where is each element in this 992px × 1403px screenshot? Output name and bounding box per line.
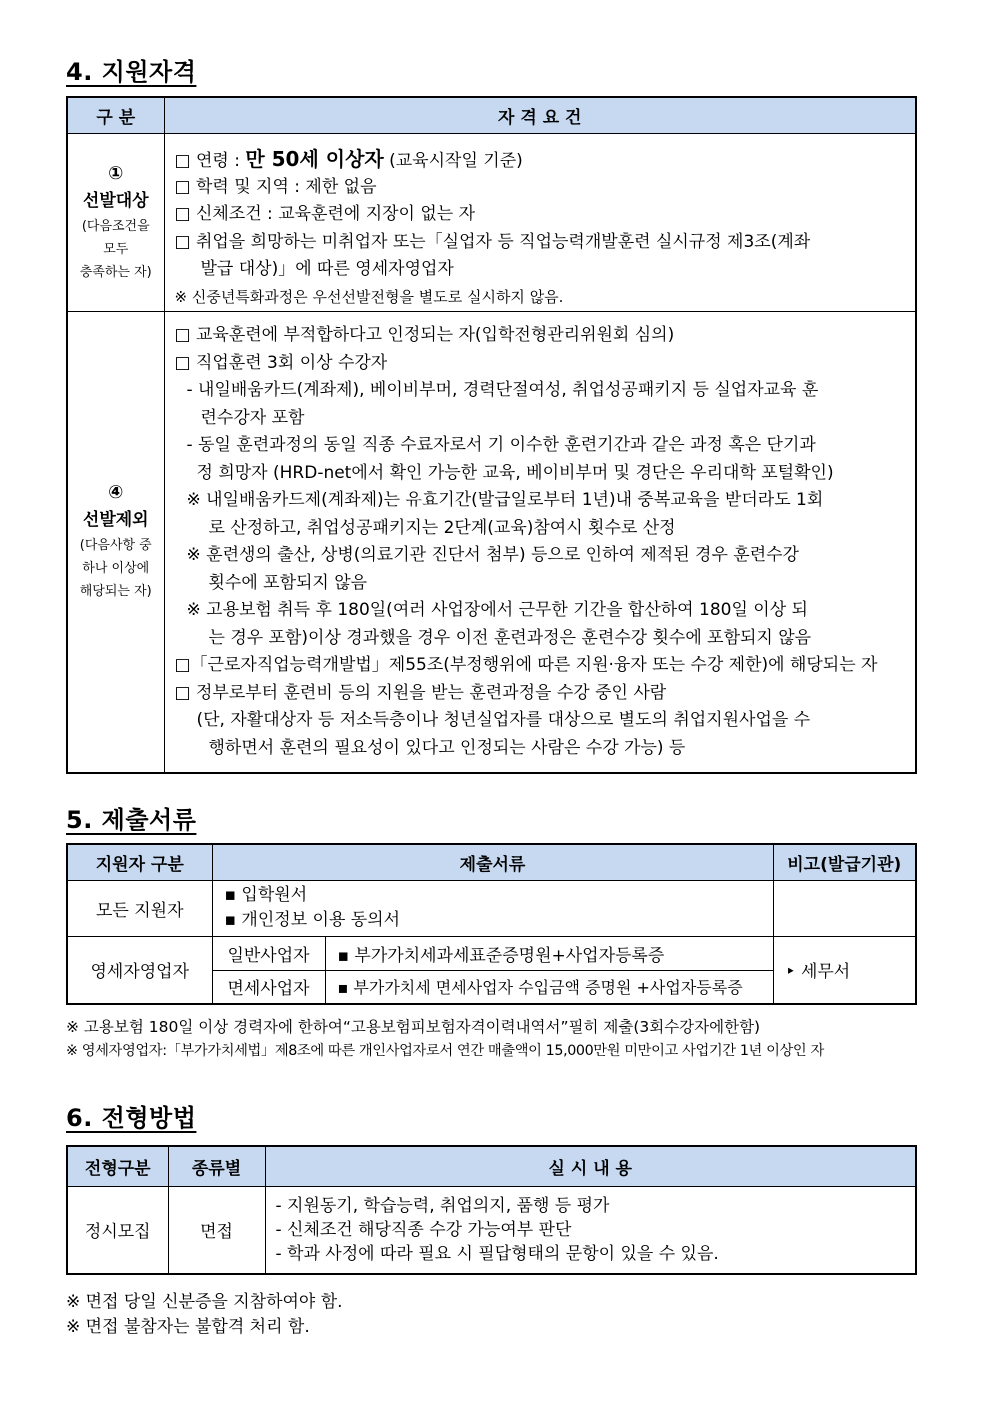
row-all-applicants	[67, 880, 916, 936]
section-5-title: 5. 제출서류	[66, 806, 197, 834]
age-requirement	[175, 144, 916, 174]
detail-item: - 신체조건 해당직종 수강 가능여부 판단	[275, 1219, 572, 1240]
selection-exclusion-note-3: 해당되는 자)	[79, 584, 152, 600]
all-applicants-label: 모든 지원자	[67, 880, 212, 936]
qualification-header-row	[67, 97, 916, 133]
row-selection-exclusion	[67, 312, 916, 773]
selection-exclusion-cell	[67, 312, 164, 773]
excl-line: □ 교육훈련에 부적합하다고 인정되는 자(입학전형관리위원회 심의)	[174, 325, 675, 345]
all-applicants-remark	[773, 880, 916, 936]
general-business-type: 일반사업자	[212, 936, 325, 970]
tax-office-remark: ‣ 세무서	[773, 936, 916, 1004]
header-requirements: 자 격 요 건	[164, 97, 916, 133]
age-suffix: (교육시작일 기준)	[383, 150, 523, 171]
detail-item: - 학과 사정에 따라 필요 시 필답형태의 문항이 있을 수 있음.	[275, 1243, 719, 1264]
documents-note-1: ※ 고용보험 180일 이상 경력자에 한하여“고용보험피보험자격이력내역서”필히 제출(3회수강자에한함)	[66, 1018, 761, 1036]
screening-note-1: ※ 면접 당일 신분증을 지참하여야 함.	[66, 1292, 343, 1312]
excl-line: □ 직업훈련 3회 이상 수강자	[174, 352, 388, 373]
interview-label: 면접	[168, 1186, 265, 1274]
excl-line: - 내일배움카드(계좌제), 베이비부머, 경력단절여성, 취업성공패키지 등 실업자교육 훈	[186, 380, 819, 400]
detail-item: - 지원동기, 학습능력, 취업의지, 품행 등 평가	[275, 1195, 610, 1216]
screening-details	[265, 1186, 916, 1274]
screening-table	[66, 1145, 917, 1275]
exempt-business-type: 면세사업자	[212, 970, 325, 1004]
documents-table	[66, 843, 917, 1005]
section-6-title: 6. 전형방법	[66, 1104, 197, 1132]
selection-exclusion-requirements	[164, 312, 916, 773]
req-line: □ 취업을 희망하는 미취업자 또는「실업자 등 직업능력개발훈련 실시규정 제3조(계좌	[174, 231, 811, 252]
circle-number-4: ④	[108, 482, 124, 504]
selection-target-note-3: 충족하는 자)	[79, 264, 152, 280]
excl-line: (단, 자활대상자 등 저소득층이나 청년실업자를 대상으로 별도의 취업지원사업을 수	[196, 710, 811, 730]
general-business-doc: ▪ 부가가치세과세표준증명원+사업자등록증	[325, 936, 773, 970]
qualification-table	[66, 96, 917, 774]
row-general-business	[67, 936, 916, 970]
header-screening-type: 전형구분	[67, 1146, 168, 1186]
row-selection-target	[67, 133, 916, 312]
header-category: 구 분	[67, 97, 164, 133]
excl-line: □ 정부로부터 훈련비 등의 지원을 받는 훈련과정을 수강 중인 사람	[174, 682, 667, 703]
selection-exclusion-label: 선발제외	[82, 510, 149, 531]
req-line: □ 학력 및 지역 : 제한 없음	[174, 176, 377, 197]
doc-item: ▪ 개인정보 이용 동의서	[224, 910, 401, 930]
excl-line: 련수강자 포함	[200, 407, 305, 428]
selection-exclusion-note-1: (다음사항 중	[79, 538, 152, 554]
selection-target-label: 선발대상	[82, 190, 149, 211]
excl-line: 횟수에 포함되지 않음	[208, 572, 368, 593]
exempt-business-doc: ▪ 부가가치세 면세사업자 수입금액 증명원 +사업자등록증	[325, 970, 773, 1004]
documents-note-2: ※ 영세자영업자:「부가가치세법」제8조에 따른 개인사업자로서 연간 매출액이 15,000만원 미만이고 사업기간 1년 이상인 자	[66, 1043, 824, 1059]
self-employed-label: 영세자영업자	[67, 936, 212, 1004]
excl-line: 로 산정하고, 취업성공패키지는 2단계(교육)참여시 횟수로 산정	[208, 517, 676, 538]
excl-line: 행하면서 훈련의 필요성이 있다고 인정되는 사람은 수강 가능) 등	[208, 737, 686, 758]
excl-line: - 동일 훈련과정의 동일 직종 수료자로서 기 이수한 훈련기간과 같은 과정 혹은 단기과	[186, 435, 816, 455]
header-documents: 제출서류	[212, 844, 773, 880]
excl-line: ※ 내일배움카드제(계좌제)는 유효기간(발급일로부터 1년)내 중복교육을 받더라도 1회	[186, 490, 824, 510]
age-strong: 만 50세 이상자	[245, 146, 384, 171]
row-regular-recruitment	[67, 1186, 916, 1274]
all-applicants-docs	[212, 880, 773, 936]
circle-number-1: ①	[108, 162, 124, 184]
selection-target-note-2: 모두	[103, 241, 129, 257]
header-details: 실 시 내 용	[265, 1146, 916, 1186]
req-footnote: ※ 신중년특화과정은 우선선발전형을 별도로 실시하지 않음.	[174, 287, 564, 306]
header-remarks: 비고(발급기관)	[773, 844, 916, 880]
regular-recruitment-label: 정시모집	[67, 1186, 168, 1274]
excl-line: ※ 고용보험 취득 후 180일(여러 사업장에서 근무한 기간을 합산하여 180일 이상 되	[186, 600, 808, 620]
excl-line: 정 희망자 (HRD-net에서 확인 가능한 교육, 베이비부머 및 경단은 우리대학 포털확인)	[196, 462, 834, 483]
req-line: □ 신체조건 : 교육훈련에 지장이 없는 자	[174, 204, 476, 224]
documents-header-row	[67, 844, 916, 880]
excl-line: ※ 훈련생의 출산, 상병(의료기관 진단서 첨부) 등으로 인하여 제적된 경우 훈련수강	[186, 545, 799, 565]
screening-note-2: ※ 면접 불참자는 불합격 처리 함.	[66, 1317, 310, 1337]
age-prefix: □ 연령 :	[174, 150, 246, 171]
req-line: 발급 대상)」에 따른 영세자영업자	[200, 259, 454, 279]
selection-target-requirements	[164, 133, 916, 312]
selection-target-cell	[67, 133, 164, 312]
header-applicant-type: 지원자 구분	[67, 844, 212, 880]
excl-line: 는 경우 포함)이상 경과했을 경우 이전 훈련과정은 훈련수강 횟수에 포함되지 않음	[208, 627, 812, 648]
selection-exclusion-note-2: 하나 이상에	[82, 561, 150, 577]
section-4-title: 4. 지원자격	[66, 58, 197, 86]
header-kind: 종류별	[168, 1146, 265, 1186]
excl-line: □「근로자직업능력개발법」제55조(부정행위에 따른 지원·융자 또는 수강 제한)에 해당되는 자	[174, 655, 878, 675]
screening-header-row	[67, 1146, 916, 1186]
doc-item: ▪ 입학원서	[224, 885, 308, 905]
selection-target-note-1: (다음조건을	[81, 218, 150, 234]
